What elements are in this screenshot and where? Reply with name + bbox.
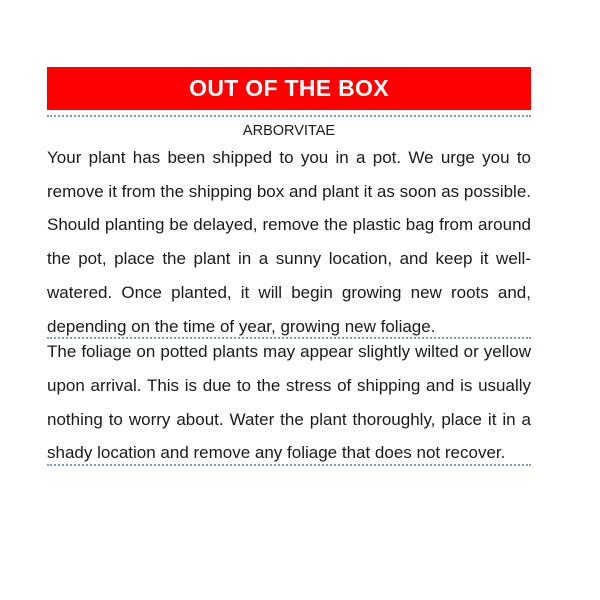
paragraph-out-of-box: Your plant has been shipped to you in a pot. We urge you to remove it from the shipping box and plant it as soon as possible. Should planting be delayed, remove the plastic bag from around the pot, place the plant in a sunny location, and keep it well-watered. Once planted, it will begin growing new roots and, depending on the time of year, growing new foliage.	[47, 148, 531, 336]
plant-name-subtitle: ARBORVITAE	[242, 123, 336, 139]
page-title: OUT OF THE BOX	[189, 75, 389, 101]
header-banner	[47, 67, 531, 110]
instruction-card	[47, 67, 531, 466]
paragraph-foliage: The foliage on potted plants may appear slightly wilted or yellow upon arrival. This is due to the stress of shipping and is usually nothing to worry about. Water the plant thoroughly, place it in a shady location and remove any foliage that does not recover.	[47, 342, 531, 463]
